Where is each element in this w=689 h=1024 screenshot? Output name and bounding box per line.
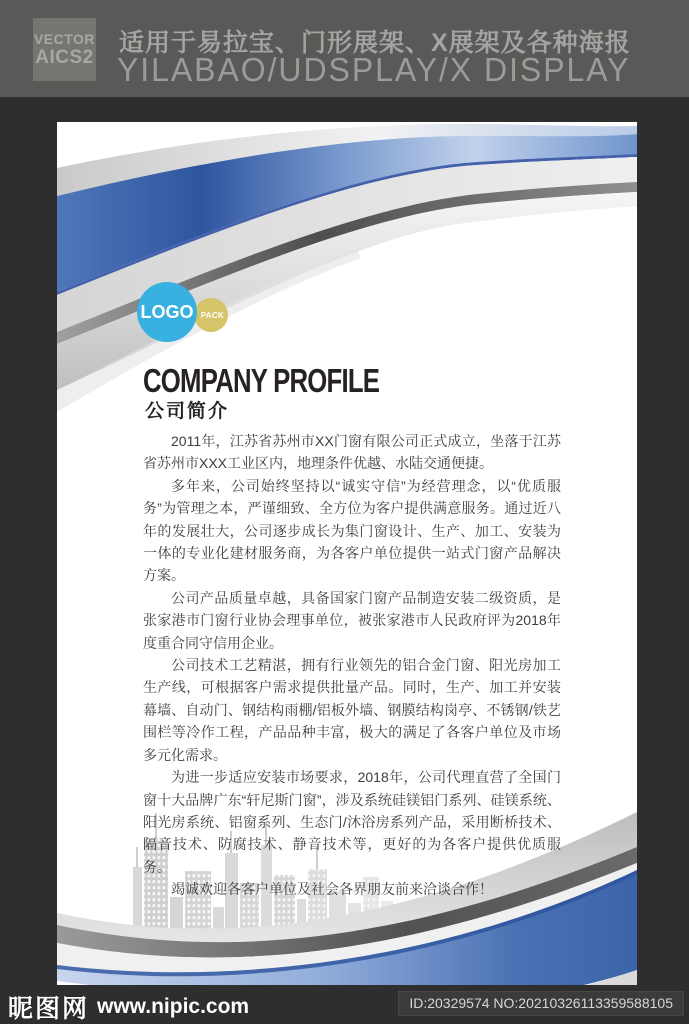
banner-title-cn: 适用于易拉宝、门形展架、X展架及各种海报 [119,29,631,57]
vector-format-badge [33,18,96,81]
badge-line-vector: VECTOR [33,31,96,47]
site-brand [8,989,249,1024]
site-url: www.nipic.com [97,995,250,1018]
logo-pack-circle [194,298,228,332]
logo-pack-label: PACK [200,310,224,320]
profile-paragraph: 多年来，公司始终坚持以“诚实守信”为经营理念，以“优质服务”为管理之本，严谨细致、全方位为客户提供满意服务。通过近八年的发展壮大，公司逐步成长为集门窗设计、生产、加工、安装为一体的专业化建材服务商，为各客户单位提供一站式门窗产品解决方案。 [143,477,561,584]
company-profile-text [143,430,561,901]
badge-line-aics2: AICS2 [35,47,94,68]
poster-page [57,122,637,985]
poster-title-en: COMPANY PROFILE [143,362,380,399]
banner-title-en: YILABAO/UDSPLAY/X DISPLAY [117,51,631,88]
profile-paragraph: 竭诚欢迎各客户单位及社会各界朋友前来洽谈合作！ [171,881,493,898]
logo-main-label: LOGO [140,301,194,322]
logo-main-circle [137,282,197,342]
profile-paragraph: 为进一步适应安装市场要求，2018年，公司代理直营了全国门窗十大品牌广东“轩尼斯门窗”，涉及系统硅镁铝门系列、硅镁系统、阳光房系统、铝窗系列、生态门/沐浴房系列产品，采用断桥技术、隔音技术、防腐技术、静音技术等，更好的为各客户提供优质服务。 [143,769,561,875]
profile-paragraph: 2011年，江苏省苏州市XX门窗有限公司正式成立，坐落于江苏省苏州市XXX工业区内，地理条件优越、水陆交通便捷。 [143,433,561,472]
top-banner [0,0,689,97]
site-logo-text: 昵图网 [8,995,90,1023]
logo-mark [137,282,257,346]
profile-paragraph: 公司产品质量卓越，具备国家门窗产品制造安装二级资质，是张家港市门窗行业协会理事单位，被张家港市人民政府评为2018年度重合同守信用企业。 [143,589,561,651]
profile-paragraph: 公司技术工艺精湛，拥有行业领先的铝合金门窗、阳光房加工生产线，可根据客户需求提供批量产品。同时，生产、加工并安装幕墙、自动门、钢结构雨棚/铝板外墙、钢膜结构岗亭、不锈钢/铁艺围栏等冷作工程，产品品种丰富，极大的满足了各客户单位及市场多元化需求。 [143,657,561,763]
watermark-bar [0,985,689,1024]
image-id-badge: ID:20329574 NO:20210326113359588105 [398,991,684,1016]
poster-title-cn: 公司简介 [145,401,230,422]
